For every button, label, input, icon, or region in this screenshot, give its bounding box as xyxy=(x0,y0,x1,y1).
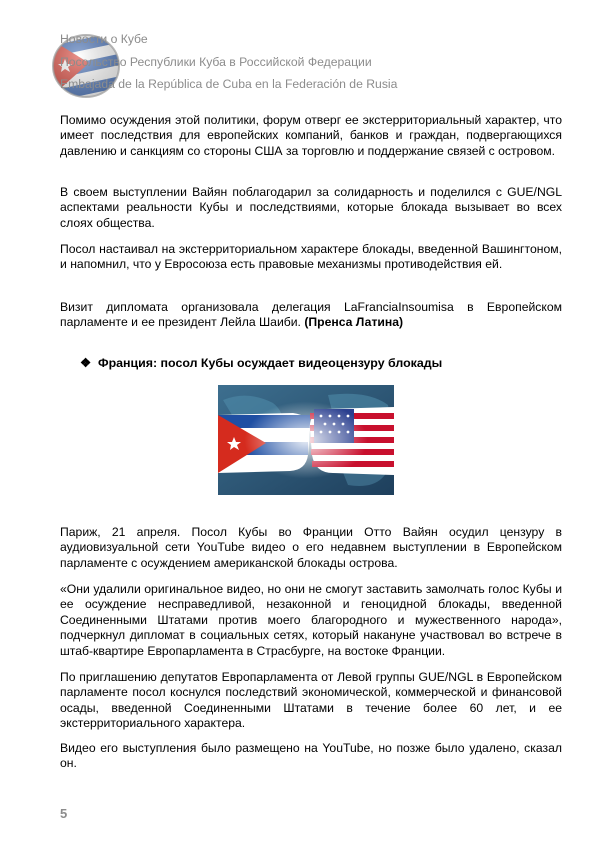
article-title: Франция: посол Кубы осуждает видеоцензуру блокады xyxy=(98,356,443,370)
paragraph: Посол настаивал на экстерриториальном характере блокады, введенной Вашингтоном, и напомнил, что у Евросоюза есть правовые механизмы противодействия ей. xyxy=(60,242,562,272)
page-number: 5 xyxy=(60,806,68,821)
source-credit: (Пренса Латина) xyxy=(304,315,404,330)
paragraph: По приглашению депутатов Европарламента от Левой группы GUE/NGL в Европейском парламенте посол коснулся последствий экономической, коммерческой и финансовой осады, введенной Соединенными Штатами в течение более 60 лет, и ее экстерриториального характера. xyxy=(60,670,562,731)
header-title: Новости о Кубе xyxy=(60,32,148,46)
paragraph: В своем выступлении Вайян поблагодарил за солидарность и поделился с GUE/NGL аспектами реальности Кубы и последствиями, которые блокада вызывает во всех слоях общества. xyxy=(60,185,562,230)
header-embassy-es: Embajada de la República de Cuba en la Federación de Rusia xyxy=(60,77,398,91)
paragraph: Париж, 21 апреля. Посол Кубы во Франции Отто Вайян осудил цензуру в аудиовизуальной сети YouTube видео о его недавнем выступлении в Европейском парламенте с осуждением американской блокады острова. xyxy=(60,525,562,570)
article-heading xyxy=(80,355,442,370)
page-header xyxy=(0,0,609,105)
paragraph: Помимо осуждения этой политики, форум отверг ее экстерриториальный характер, что имеет последствия для европейских компаний, банков и граждан, подвергающихся давлению и санкциям со стороны США за торговлю и поддержание связей с островом. xyxy=(60,113,562,158)
paragraph: «Они удалили оригинальное видео, но они не смогут заставить замолчать голос Кубы и ее осуждение несправедливой, незаконной и геноцидной блокады, введенной Соединенными Штатами против моего благородного и мужественного народа», подчеркнул дипломат в социальных сетях, который накануне участвовал во встрече в штаб-квартире Европарламента в Страсбурге, на востоке Франции. xyxy=(60,582,562,658)
paragraph-visit xyxy=(60,300,562,331)
visit-text: Визит дипломата организовала делегация LaFranciaInsoumisa в Европейском парламенте и ее президент Лейла Шаиби. xyxy=(60,300,562,330)
paragraph: Видео его выступления было размещено на YouTube, но позже было удалено, сказал он. xyxy=(60,741,562,771)
diamond-bullet-icon: ❖ xyxy=(80,356,92,370)
cuba-usa-fists-photo xyxy=(218,385,394,495)
header-embassy-ru: Посольство Республики Куба в Российской Федерации xyxy=(60,55,372,69)
